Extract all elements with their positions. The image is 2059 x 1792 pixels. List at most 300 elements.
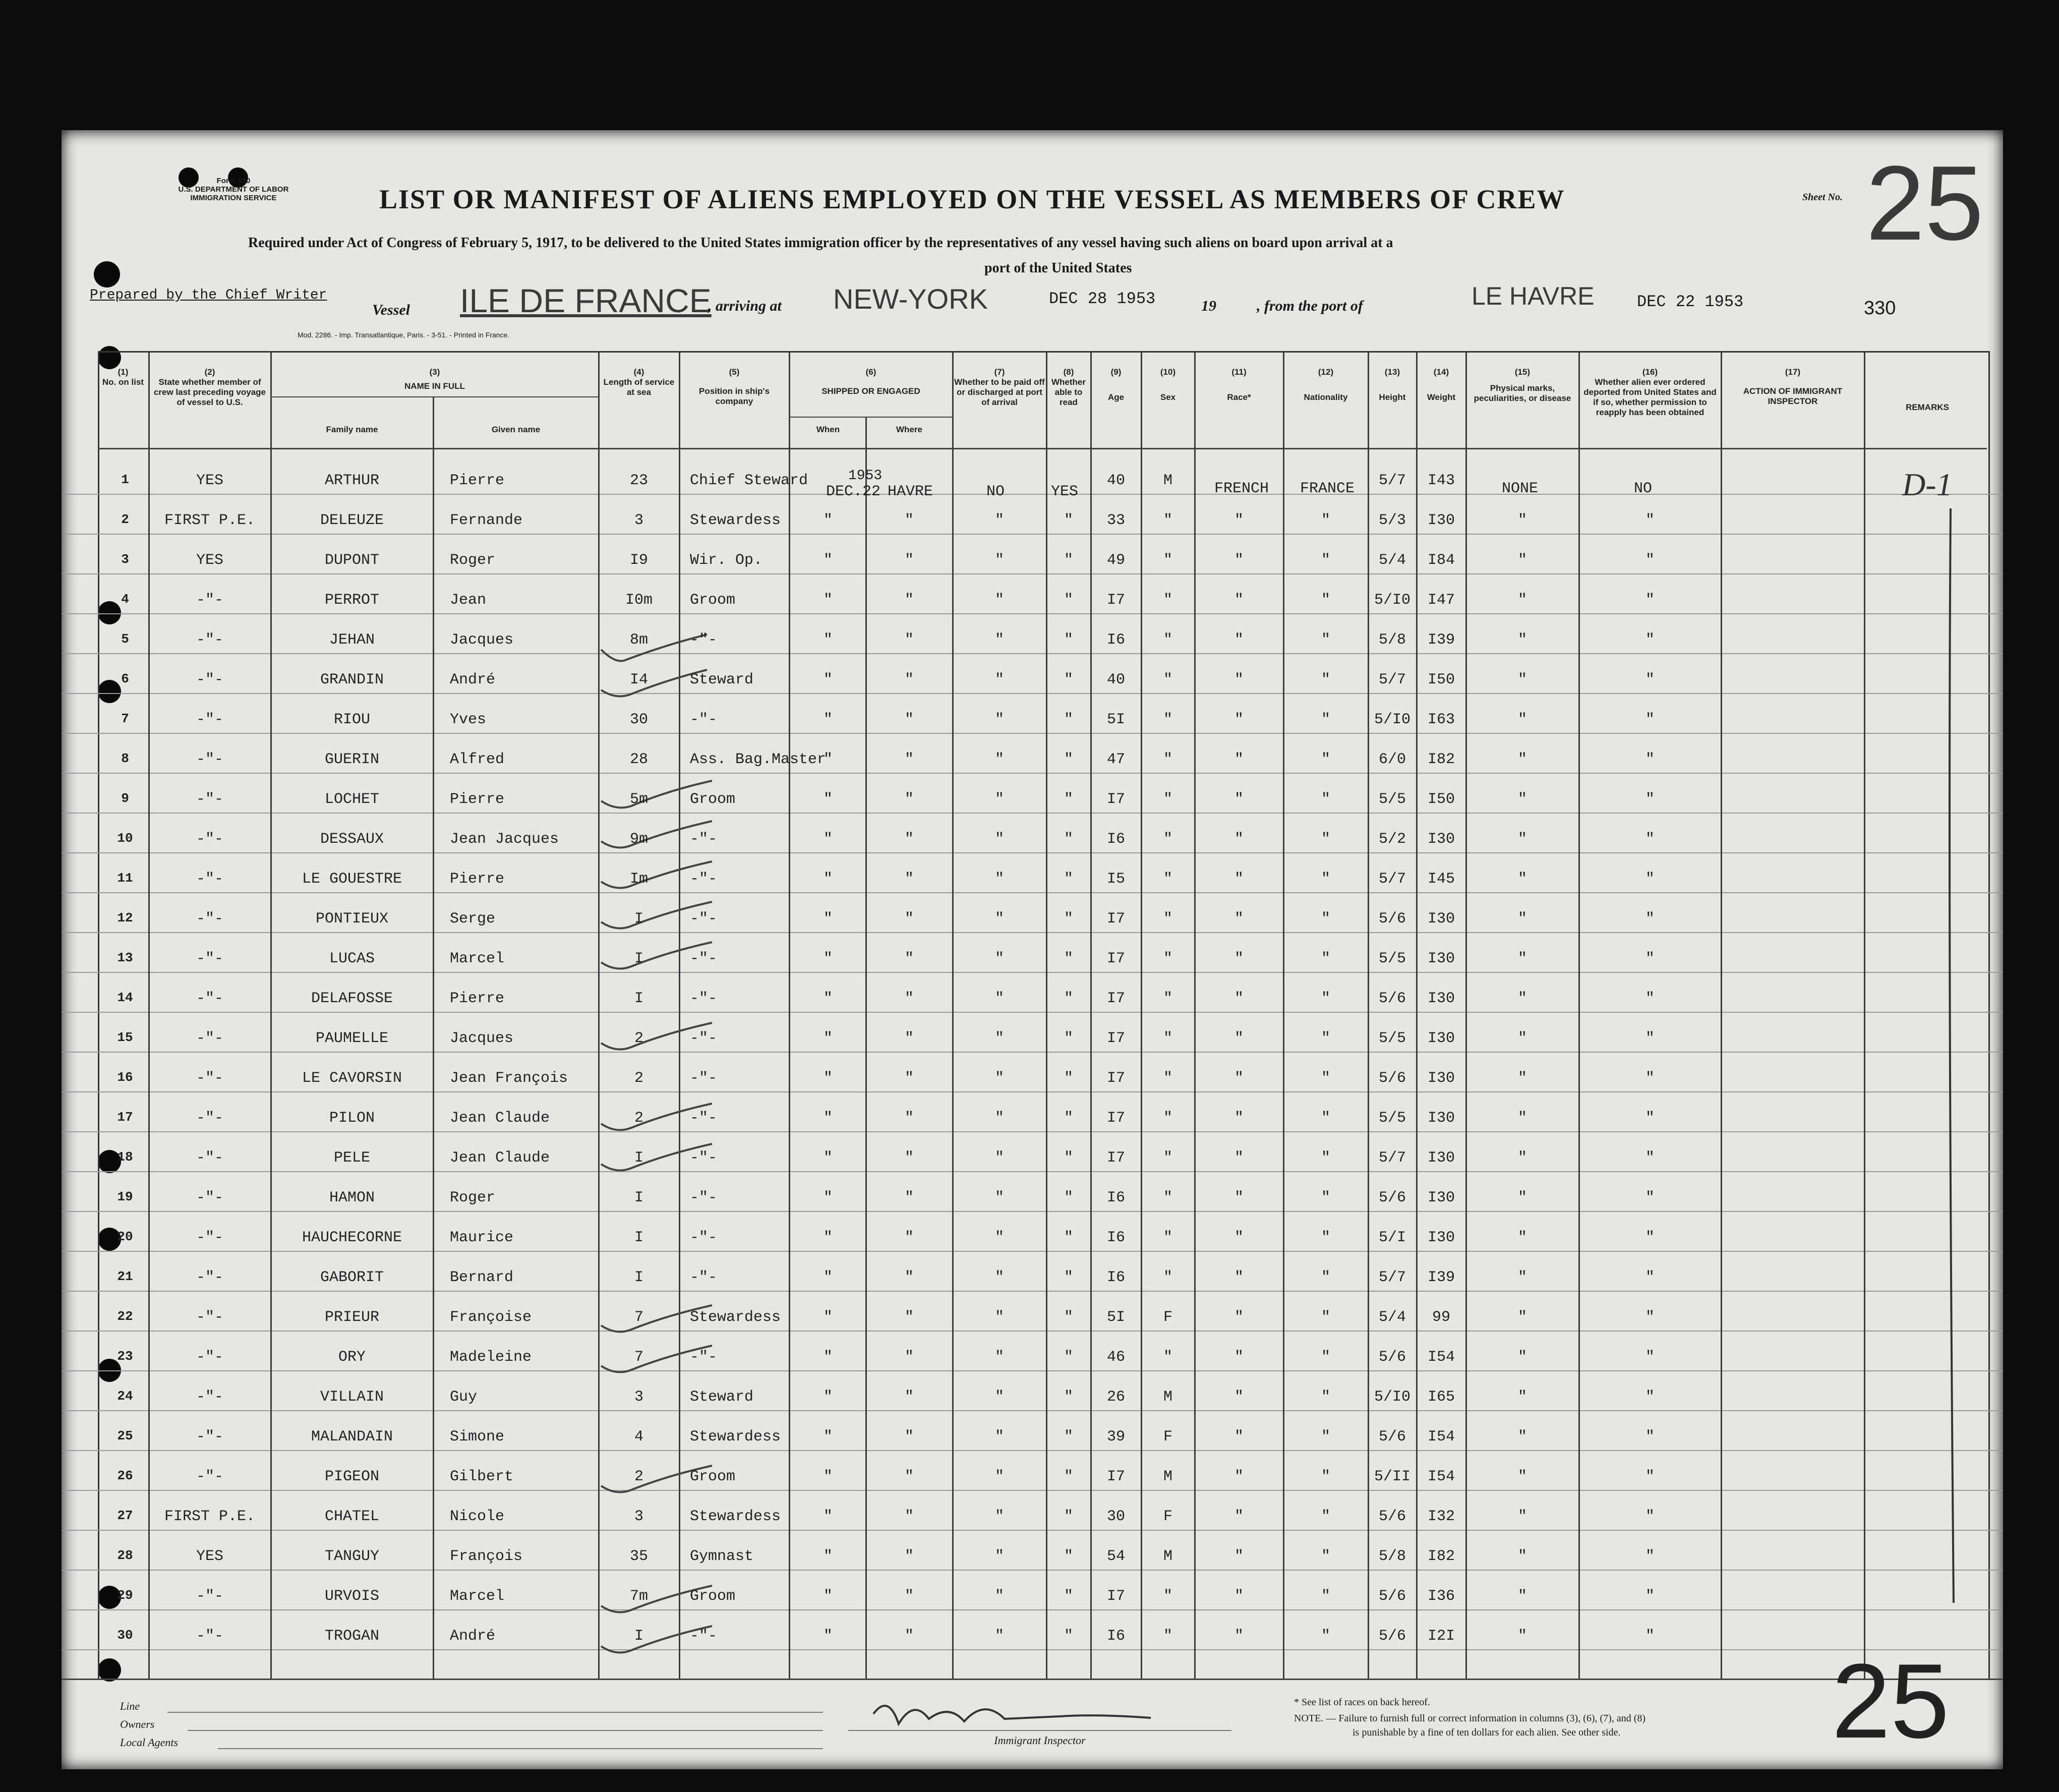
form-number: Form 630: [216, 177, 251, 185]
row-position: Gymnast: [690, 1548, 754, 1565]
ditto-mark: ": [1517, 1468, 1527, 1485]
row-no: 30: [117, 1628, 133, 1643]
row-position: -"-: [690, 1349, 718, 1366]
ditto-mark: ": [1645, 671, 1655, 688]
ditto-mark: ": [1645, 831, 1655, 848]
ditto-mark: ": [1321, 1349, 1330, 1366]
row-sex: ": [1163, 910, 1172, 928]
row-age: 30: [1106, 1508, 1125, 1525]
row-service: 3: [634, 1389, 643, 1406]
row-prev: -"-: [196, 1149, 223, 1167]
ditto-mark: ": [1517, 1628, 1527, 1645]
row-prev: -"-: [196, 1389, 223, 1406]
row-given: Gilbert: [450, 1468, 514, 1485]
arriving-label: , arriving at: [708, 298, 782, 314]
row-age: I6: [1106, 631, 1125, 649]
ditto-mark: ": [1517, 1588, 1527, 1605]
ditto-mark: ": [823, 950, 833, 967]
row-sex: F: [1163, 1309, 1172, 1326]
row-given: Pierre: [450, 791, 505, 808]
row-service: 5m: [629, 791, 648, 808]
ditto-mark: ": [904, 1508, 914, 1525]
row-no: 15: [117, 1030, 133, 1045]
row-position: -"-: [690, 831, 718, 848]
ditto-mark: ": [1321, 1149, 1330, 1167]
row-position: -"-: [690, 950, 718, 967]
row-prev: -"-: [196, 791, 223, 808]
ditto-mark: ": [1064, 1349, 1073, 1366]
ditto-mark: ": [1321, 1030, 1330, 1047]
row-prev: -"-: [196, 1070, 223, 1087]
ditto-mark: ": [904, 1070, 914, 1087]
ditto-mark: ": [1517, 1269, 1527, 1286]
row-age: 40: [1106, 671, 1125, 688]
row-no: 29: [117, 1588, 133, 1603]
ditto-mark: ": [1234, 1229, 1244, 1246]
row-position: Chief Steward: [690, 472, 808, 489]
sheet-number: 25: [1866, 144, 1984, 262]
ditto-mark: ": [1321, 990, 1330, 1007]
ditto-mark: ": [904, 990, 914, 1007]
row-no: 7: [121, 711, 129, 726]
row-position: Groom: [690, 1468, 736, 1485]
ditto-mark: ": [1064, 1508, 1073, 1525]
row-age: 40: [1106, 472, 1125, 489]
row-given: Jacques: [450, 631, 514, 649]
row-given: Alfred: [450, 751, 505, 768]
row-prev: -"-: [196, 1309, 223, 1326]
ditto-mark: ": [1064, 1070, 1073, 1087]
row-no: 9: [121, 791, 129, 806]
ditto-mark: ": [994, 552, 1004, 569]
row-family: DELAFOSSE: [311, 990, 393, 1007]
ditto-mark: ": [994, 512, 1004, 529]
row-age: 47: [1106, 751, 1125, 768]
row-age: 46: [1106, 1349, 1125, 1366]
ditto-mark: ": [1064, 631, 1073, 649]
inspector-label: Immigrant Inspector: [994, 1734, 1086, 1747]
race-note: * See list of races on back hereof.: [1294, 1697, 1430, 1708]
row-height: 5/7: [1378, 871, 1406, 888]
ditto-mark: ": [1234, 871, 1244, 888]
ditto-mark: ": [1645, 1309, 1655, 1326]
ditto-mark: ": [1321, 831, 1330, 848]
ditto-mark: ": [1517, 1229, 1527, 1246]
row-sex: ": [1163, 1189, 1172, 1206]
ditto-mark: ": [1064, 1468, 1073, 1485]
row-service: I: [634, 990, 643, 1007]
ditto-mark: ": [1234, 1110, 1244, 1127]
row-prev: -"-: [196, 831, 223, 848]
ditto-mark: ": [1234, 1349, 1244, 1366]
ditto-mark: ": [823, 1468, 833, 1485]
row-sex: ": [1163, 1628, 1172, 1645]
row-weight: I30: [1427, 910, 1455, 928]
ditto-mark: ": [1645, 1349, 1655, 1366]
row-sex: M: [1163, 1548, 1172, 1565]
ditto-mark: ": [1234, 671, 1244, 688]
row-no: 19: [117, 1189, 133, 1204]
from-port-label: , from the port of: [1257, 298, 1363, 314]
ditto-mark: ": [1321, 791, 1330, 808]
ditto-mark: ": [823, 751, 833, 768]
ditto-mark: ": [1645, 1628, 1655, 1645]
row-position: Groom: [690, 791, 736, 808]
able-to-read: YES: [1051, 483, 1079, 500]
ditto-mark: ": [1321, 1070, 1330, 1087]
ditto-mark: ": [994, 990, 1004, 1007]
row-prev: -"-: [196, 671, 223, 688]
ditto-mark: ": [1645, 631, 1655, 649]
footer-line-label: Line: [120, 1700, 140, 1712]
ditto-mark: ": [1234, 990, 1244, 1007]
ditto-mark: ": [823, 1030, 833, 1047]
ditto-mark: ": [1321, 1229, 1330, 1246]
ditto-mark: ": [823, 1628, 833, 1645]
form-service: IMMIGRATION SERVICE: [190, 194, 277, 202]
ditto-mark: ": [1234, 1149, 1244, 1167]
ditto-mark: ": [1517, 1070, 1527, 1087]
row-service: I: [634, 1149, 643, 1167]
row-service: 2: [634, 1070, 643, 1087]
inspector-signature: [873, 1706, 1151, 1724]
row-family: DELEUZE: [320, 512, 384, 529]
row-given: Roger: [450, 552, 496, 569]
ditto-mark: ": [1645, 1030, 1655, 1047]
row-position: Groom: [690, 592, 736, 609]
reference-number: 330: [1864, 298, 1896, 319]
ditto-mark: ": [1645, 950, 1655, 967]
row-age: I7: [1106, 1070, 1125, 1087]
row-family: GUERIN: [324, 751, 380, 768]
row-sex: ": [1163, 831, 1172, 848]
row-height: 5/5: [1378, 791, 1406, 808]
row-prev: -"-: [196, 1349, 223, 1366]
ditto-mark: ": [1064, 1309, 1073, 1326]
row-height: 5/7: [1378, 472, 1406, 489]
ditto-mark: ": [823, 1229, 833, 1246]
row-given: Serge: [450, 910, 496, 928]
ditto-mark: ": [1064, 791, 1073, 808]
ditto-mark: ": [1645, 1189, 1655, 1206]
ditto-mark: ": [994, 1229, 1004, 1246]
ditto-mark: ": [1064, 671, 1073, 688]
row-position: -"-: [690, 711, 718, 728]
row-given: André: [450, 671, 496, 688]
row-position: Stewardess: [690, 1309, 781, 1326]
row-given: Marcel: [450, 950, 505, 967]
ditto-mark: ": [904, 751, 914, 768]
row-weight: I50: [1427, 671, 1455, 688]
row-position: -"-: [690, 910, 718, 928]
footer-line-rule: [167, 1712, 823, 1713]
row-position: -"-: [690, 1070, 718, 1087]
ditto-mark: ": [823, 1428, 833, 1446]
row-position: Groom: [690, 1588, 736, 1605]
row-weight: I30: [1427, 831, 1455, 848]
row-given: Jean Jacques: [450, 831, 559, 848]
row-height: 5/6: [1378, 990, 1406, 1007]
ditto-mark: ": [1645, 791, 1655, 808]
row-service: 23: [629, 472, 648, 489]
ditto-mark: ": [994, 592, 1004, 609]
row-service: 2: [634, 1030, 643, 1047]
ditto-mark: ": [823, 552, 833, 569]
ditto-mark: ": [823, 1149, 833, 1167]
ditto-mark: ": [823, 1588, 833, 1605]
row-prev: -"-: [196, 1628, 223, 1645]
row-given: Pierre: [450, 990, 505, 1007]
row-no: 21: [117, 1269, 133, 1284]
row-family: PIGEON: [324, 1468, 380, 1485]
ditto-mark: ": [823, 1309, 833, 1326]
remarks-header: REMARKS: [1906, 402, 1949, 412]
ditto-mark: ": [1064, 1269, 1073, 1286]
row-given: Jacques: [450, 1030, 514, 1047]
row-weight: I32: [1427, 1508, 1455, 1525]
row-service: 7: [634, 1309, 643, 1326]
ditto-mark: ": [1645, 1070, 1655, 1087]
row-family: TROGAN: [324, 1628, 380, 1645]
row-family: CHATEL: [324, 1508, 380, 1525]
ditto-mark: ": [1645, 1229, 1655, 1246]
ditto-mark: ": [904, 1548, 914, 1565]
ditto-mark: ": [1234, 910, 1244, 928]
row-service: I0m: [625, 592, 653, 609]
row-family: PAUMELLE: [315, 1030, 389, 1047]
ditto-mark: ": [823, 1508, 833, 1525]
arriving-port: NEW-YORK: [833, 283, 988, 315]
row-position: Stewardess: [690, 1508, 781, 1525]
row-given: Jean Claude: [450, 1149, 550, 1167]
row-service: I: [634, 1229, 643, 1246]
ditto-mark: ": [1234, 1508, 1244, 1525]
ditto-mark: ": [1234, 791, 1244, 808]
row-no: 17: [117, 1110, 133, 1125]
row-service: 7: [634, 1349, 643, 1366]
ditto-mark: ": [1517, 631, 1527, 649]
row-height: 5/7: [1378, 1269, 1406, 1286]
row-no: 24: [117, 1389, 133, 1404]
row-sex: ": [1163, 1269, 1172, 1286]
row-service: 2: [634, 1468, 643, 1485]
row-no: 1: [121, 472, 129, 487]
fine-note-1: NOTE. — Failure to furnish full or correct information in columns (3), (6), (7), and (8): [1294, 1713, 1646, 1724]
ditto-mark: ": [823, 1389, 833, 1406]
ditto-mark: ": [904, 1149, 914, 1167]
row-sex: ": [1163, 1030, 1172, 1047]
row-weight: I43: [1427, 472, 1455, 489]
row-height: 5/8: [1378, 631, 1406, 649]
ditto-mark: ": [994, 671, 1004, 688]
ditto-mark: ": [904, 910, 914, 928]
ditto-mark: ": [1517, 1428, 1527, 1446]
ditto-mark: ": [823, 990, 833, 1007]
row-height: 5/5: [1378, 1110, 1406, 1127]
ditto-mark: ": [823, 512, 833, 529]
ditto-mark: ": [1517, 1309, 1527, 1326]
row-sex: ": [1163, 751, 1172, 768]
ditto-mark: ": [1645, 512, 1655, 529]
row-service: 9m: [629, 831, 648, 848]
col13-header: (13) Height: [1379, 367, 1406, 402]
ditto-mark: ": [994, 1309, 1004, 1326]
row-height: 5/6: [1378, 1428, 1406, 1446]
ditto-mark: ": [1321, 1309, 1330, 1326]
col15-header: (15) Physical marks, peculiarities, or disease: [1474, 367, 1571, 403]
row-height: 5/2: [1378, 831, 1406, 848]
printer-line: Mod. 2286. - Imp. Transatlantique, Paris. - 3-51. - Printed in France.: [298, 331, 510, 339]
row-height: 5/6: [1378, 1070, 1406, 1087]
form-department: U.S. DEPARTMENT OF LABOR: [178, 185, 289, 194]
ditto-mark: ": [1645, 1588, 1655, 1605]
row-height: 5/4: [1378, 552, 1406, 569]
ditto-mark: ": [904, 1389, 914, 1406]
ditto-mark: ": [1517, 1548, 1527, 1565]
row-height: 5/3: [1378, 512, 1406, 529]
row-given: Jean: [450, 592, 487, 609]
ditto-mark: ": [1321, 910, 1330, 928]
remark-d1: D-1: [1902, 467, 1953, 502]
inspector-signature-rule: [848, 1730, 1231, 1731]
row-service: I: [634, 1269, 643, 1286]
row-position: Stewardess: [690, 512, 781, 529]
ditto-mark: ": [823, 631, 833, 649]
row-position: Wir. Op.: [690, 552, 763, 569]
ditto-mark: ": [904, 592, 914, 609]
row-prev: -"-: [196, 1428, 223, 1446]
row-prev: -"-: [196, 990, 223, 1007]
row-weight: I54: [1427, 1428, 1455, 1446]
row-age: I7: [1106, 990, 1125, 1007]
ditto-mark: ": [904, 1110, 914, 1127]
year-label: 19: [1201, 298, 1216, 314]
row-sex: ": [1163, 871, 1172, 888]
row-sex: ": [1163, 1110, 1172, 1127]
row-family: RIOU: [333, 711, 370, 728]
row-age: I7: [1106, 1468, 1125, 1485]
row-weight: I65: [1427, 1389, 1455, 1406]
row-service: 35: [629, 1548, 648, 1565]
row-service: I: [634, 910, 643, 928]
row-position: Steward: [690, 1389, 754, 1406]
ditto-mark: ": [994, 1189, 1004, 1206]
ditto-mark: ": [823, 1349, 833, 1366]
ditto-mark: ": [1517, 512, 1527, 529]
ditto-mark: ": [1064, 950, 1073, 967]
ditto-mark: ": [1321, 1548, 1330, 1565]
row-no: 26: [117, 1468, 133, 1483]
race: FRENCH: [1214, 480, 1269, 497]
row-family: URVOIS: [324, 1588, 380, 1605]
ditto-mark: ": [1234, 711, 1244, 728]
ditto-mark: ": [1234, 1628, 1244, 1645]
ditto-mark: ": [1064, 592, 1073, 609]
row-age: I7: [1106, 1149, 1125, 1167]
row-age: I5: [1106, 871, 1125, 888]
col16-header: (16) Whether alien ever ordered deported from United States and if so, whether permission to reapply has been obtained: [1583, 367, 1717, 417]
row-service: 3: [634, 512, 643, 529]
ditto-mark: ": [1321, 631, 1330, 649]
row-service: 2: [634, 1110, 643, 1127]
subtitle-line1: Required under Act of Congress of February 5, 1917, to be delivered to the United States immigration officer by the representatives of any vessel having such aliens on board upon arrival at a: [248, 235, 1393, 251]
ditto-mark: ": [1064, 1149, 1073, 1167]
row-height: 5/5: [1378, 950, 1406, 967]
ditto-mark: ": [994, 1070, 1004, 1087]
ditto-mark: ": [994, 1588, 1004, 1605]
ditto-mark: ": [904, 831, 914, 848]
shipped-where: HAVRE: [888, 483, 933, 500]
col3-header: (3) NAME IN FULL: [404, 367, 465, 391]
row-weight: I30: [1427, 1149, 1455, 1167]
col8-header: (8) Whether able to read: [1051, 367, 1086, 407]
row-no: 20: [117, 1229, 133, 1244]
ditto-mark: ": [904, 671, 914, 688]
ditto-mark: ": [994, 1110, 1004, 1127]
vessel-name: ILE DE FRANCE: [460, 282, 712, 319]
row-weight: I54: [1427, 1468, 1455, 1485]
row-no: 22: [117, 1309, 133, 1324]
row-age: I7: [1106, 910, 1125, 928]
ditto-mark: ": [1517, 831, 1527, 848]
row-position: Stewardess: [690, 1428, 781, 1446]
ditto-mark: ": [1064, 1189, 1073, 1206]
footer-owners-rule: [188, 1730, 823, 1731]
row-given: Yves: [450, 711, 487, 728]
ditto-mark: ": [904, 1309, 914, 1326]
col5-header: (5) Position in ship's company: [698, 367, 770, 406]
row-height: 5/7: [1378, 671, 1406, 688]
ditto-mark: ": [1645, 1269, 1655, 1286]
ditto-mark: ": [1645, 1110, 1655, 1127]
row-weight: I84: [1427, 552, 1455, 569]
row-weight: I30: [1427, 1070, 1455, 1087]
ditto-mark: ": [1234, 631, 1244, 649]
ditto-mark: ": [904, 791, 914, 808]
ditto-mark: ": [1517, 671, 1527, 688]
ditto-mark: ": [1234, 592, 1244, 609]
row-height: 5/7: [1378, 1149, 1406, 1167]
row-position: -"-: [690, 990, 718, 1007]
ditto-mark: ": [1064, 1588, 1073, 1605]
ditto-mark: ": [1234, 512, 1244, 529]
row-height: 5/5: [1378, 1030, 1406, 1047]
row-no: 27: [117, 1508, 133, 1523]
row-family: LE CAVORSIN: [302, 1070, 402, 1087]
row-weight: I50: [1427, 791, 1455, 808]
row-weight: I30: [1427, 512, 1455, 529]
row-height: 5/4: [1378, 1309, 1406, 1326]
row-given: Pierre: [450, 472, 505, 489]
row-position: -"-: [690, 631, 718, 649]
ditto-mark: ": [1234, 751, 1244, 768]
row-given: André: [450, 1628, 496, 1645]
row-sex: ": [1163, 1588, 1172, 1605]
row-position: -"-: [690, 1189, 718, 1206]
row-family: TANGUY: [324, 1548, 380, 1565]
ditto-mark: ": [1064, 1110, 1073, 1127]
ditto-mark: ": [994, 631, 1004, 649]
ditto-mark: ": [823, 831, 833, 848]
ditto-mark: ": [904, 512, 914, 529]
row-age: 39: [1106, 1428, 1125, 1446]
row-sex: ": [1163, 990, 1172, 1007]
ditto-mark: ": [823, 791, 833, 808]
ditto-mark: ": [1517, 1389, 1527, 1406]
subtitle-line2: port of the United States: [984, 260, 1132, 276]
row-service: 30: [629, 711, 648, 728]
row-weight: I39: [1427, 1269, 1455, 1286]
